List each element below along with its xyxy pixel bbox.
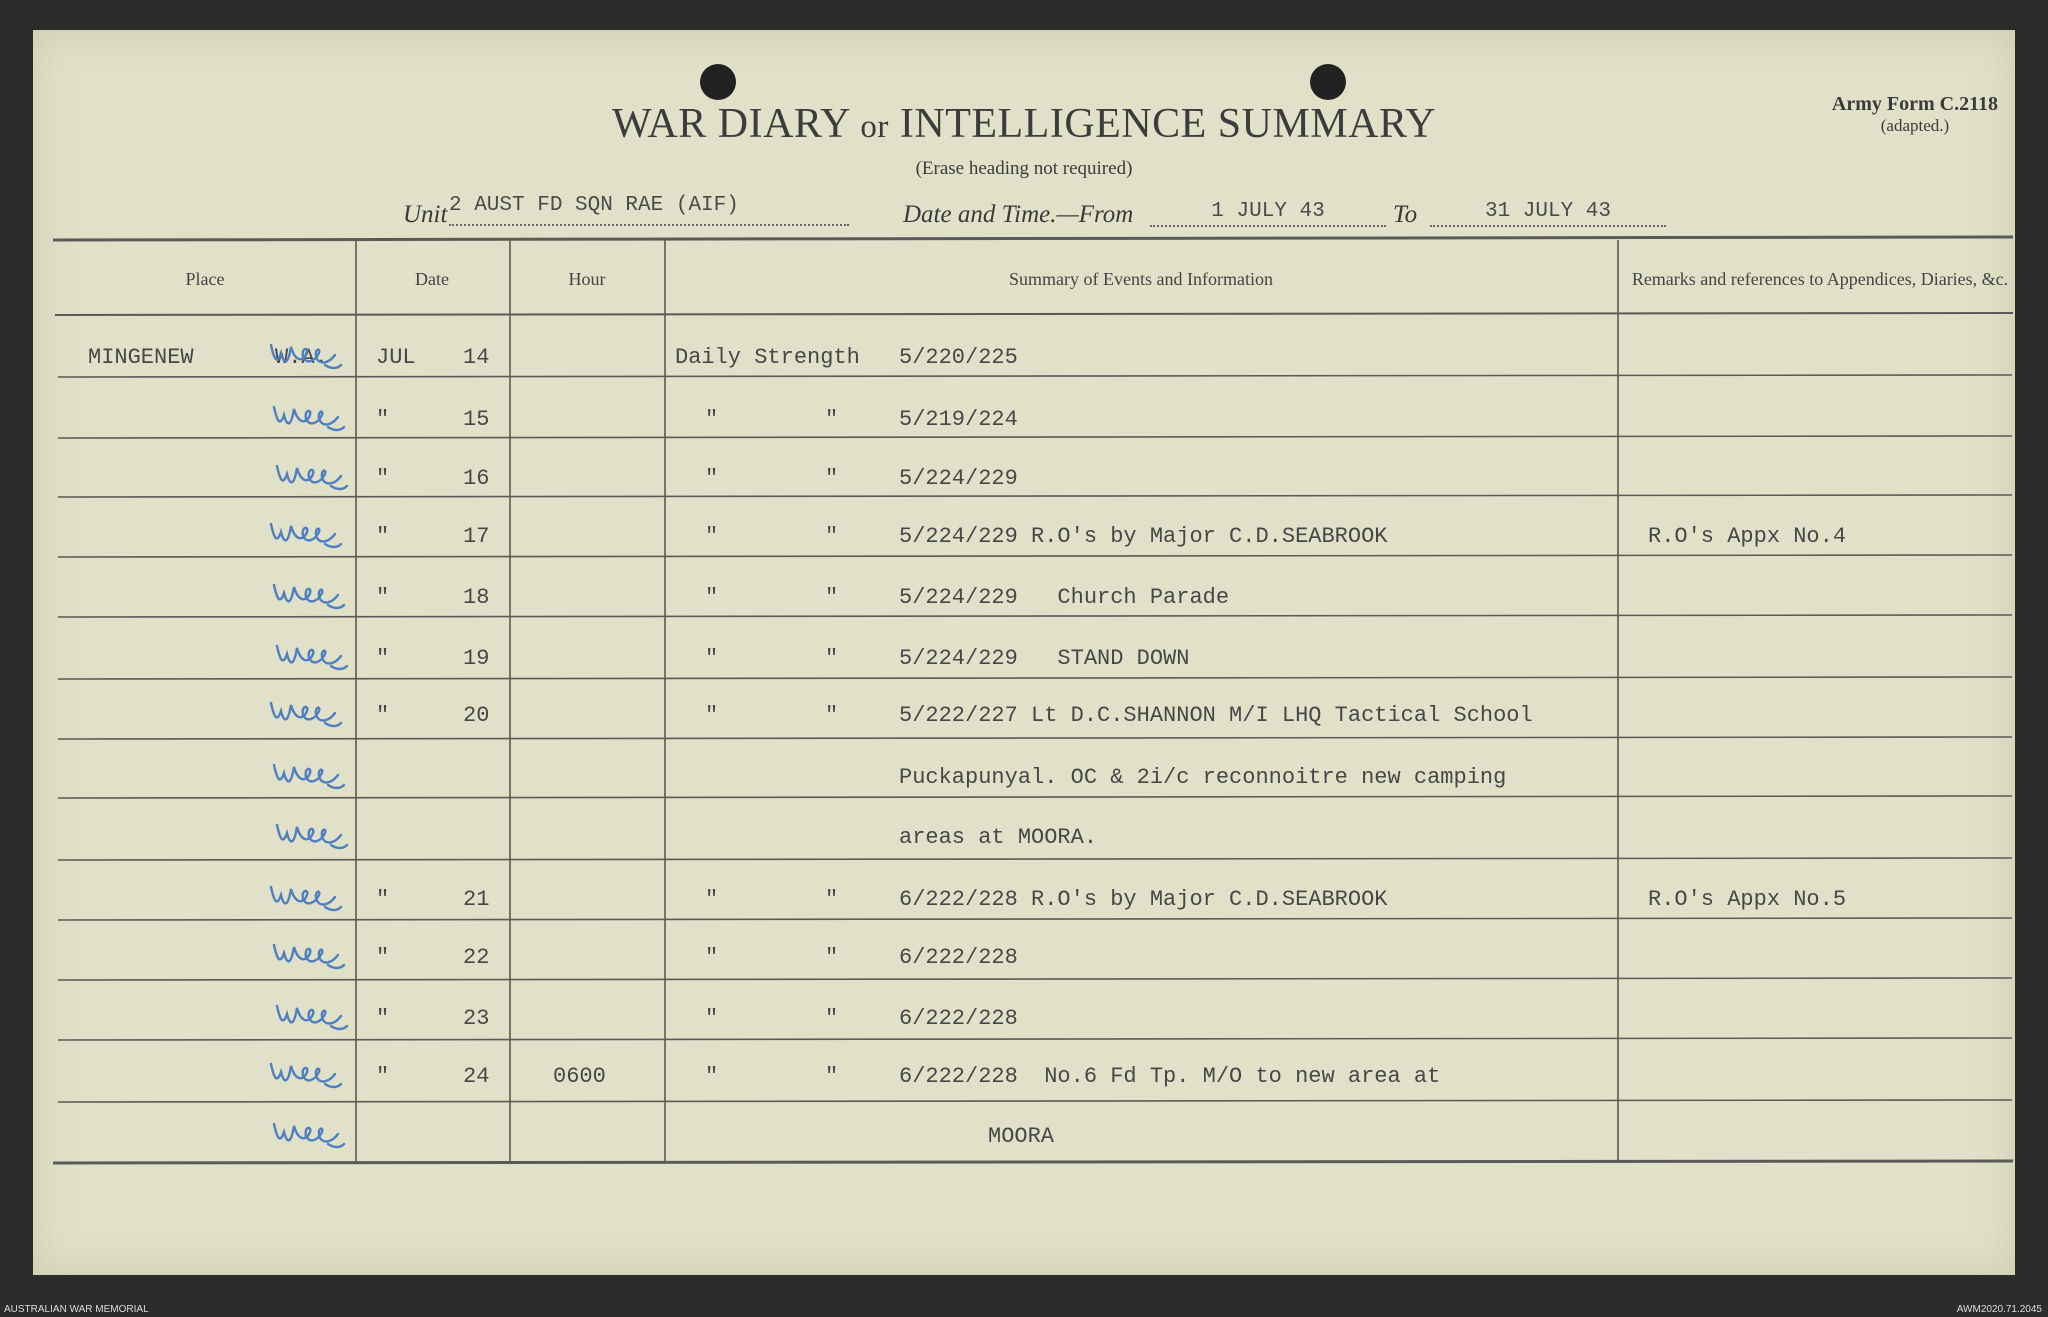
summary-info: Puckapunyal. OC & 2i/c reconnoitre new camping [899,765,1507,790]
date-month: " [376,703,390,728]
form-note: (adapted.) [1880,116,1950,135]
date-day: 23 [463,1006,490,1031]
summary-info: 5/222/227 Lt D.C.SHANNON M/I LHQ Tactical School [899,703,1533,728]
handwritten-initials [268,935,348,975]
ditto-mark: " [825,585,839,610]
summary-info: 5/224/229 STAND DOWN [899,646,1190,671]
form-number: Army Form C.2118 [1831,93,1998,115]
ditto-mark: " [825,466,839,491]
ditto-mark: " [825,407,839,432]
date-month: " [376,945,390,970]
ditto-mark: " [705,466,719,491]
table-bottom-border [53,1161,2013,1163]
date-day: 22 [463,945,490,970]
unit-label: Unit [403,201,448,228]
ditto-mark: " [825,524,839,549]
place-suffix: W.A. [275,345,328,370]
row-divider [58,436,2012,438]
row-divider [58,555,2012,557]
handwritten-initials [271,815,351,855]
summary-info: 6/222/228 R.O's by Major C.D.SEABROOK [899,887,1388,912]
date-month: " [376,1064,390,1089]
ditto-mark: " [705,524,719,549]
date-month: JUL [376,345,416,370]
date-month: " [376,1006,390,1031]
col-header-remarks: Remarks and references to Appendices, Diaries, &c. [1631,268,2009,289]
ditto-mark: " [825,646,839,671]
ditto-mark: " [705,646,719,671]
row-divider [58,796,2012,798]
col-header-hour: Hour [568,268,606,289]
date-day: 20 [463,703,490,728]
handwritten-initials [265,514,345,554]
unit-value: 2 AUST FD SQN RAE (AIF) [449,194,849,226]
title-or: or [860,109,889,145]
subtitle: (Erase heading not required) [915,158,1133,179]
ditto-mark: " [705,1064,719,1089]
row-divider [58,1038,2012,1040]
date-day: 21 [463,887,490,912]
ditto-mark: " [825,1064,839,1089]
summary-info: 6/222/228 [899,1006,1018,1031]
handwritten-initials [265,1054,345,1094]
row-divider [58,495,2012,497]
row-divider [58,677,2012,679]
remarks-cell: R.O's Appx No.5 [1648,887,1847,912]
ditto-mark: " [825,1006,839,1031]
date-month: " [376,585,390,610]
row-divider [58,978,2012,980]
handwritten-initials [268,755,348,795]
ditto-mark: " [705,945,719,970]
date-day: 24 [463,1064,490,1089]
place-cell: MINGENEW [88,345,194,370]
ditto-mark: " [705,887,719,912]
table-top-border [53,237,2013,240]
header-bottom-border [55,313,2013,315]
remarks-cell: R.O's Appx No.4 [1648,524,1847,549]
summary-info: 5/219/224 [899,407,1018,432]
ditto-mark: " [825,703,839,728]
handwritten-initials [265,877,345,917]
ditto-mark: " [705,1006,719,1031]
summary-info: 5/224/229 Church Parade [899,585,1230,610]
summary-info: 6/222/228 No.6 Fd Tp. M/O to new area at [899,1064,1441,1089]
from-date: 1 JULY 43 [1150,200,1386,227]
date-month: " [376,407,390,432]
handwritten-initials [271,456,351,496]
date-month: " [376,524,390,549]
handwritten-initials [265,335,345,375]
date-month: " [376,646,390,671]
footer-accession: AWM2020.71.2045 [1956,1304,2042,1315]
handwritten-initials [268,575,348,615]
col-header-place: Place [185,268,225,289]
to-date: 31 JULY 43 [1430,200,1666,227]
ditto-mark: " [825,945,839,970]
date-day: 16 [463,466,490,491]
summary-info: 5/224/229 [899,466,1018,491]
summary-label: Daily Strength [675,345,860,370]
date-month: " [376,466,390,491]
col-header-date: Date [415,268,449,289]
ditto-mark: " [825,887,839,912]
footer-credit: AUSTRALIAN WAR MEMORIAL [4,1304,149,1315]
handwritten-initials [265,693,345,733]
date-day: 19 [463,646,490,671]
row-divider [58,375,2012,377]
handwritten-initials [271,636,351,676]
row-divider [58,737,2012,739]
date-day: 14 [463,345,490,370]
ditto-mark: " [705,703,719,728]
summary-info: MOORA [988,1124,1055,1149]
date-day: 18 [463,585,490,610]
date-day: 15 [463,407,490,432]
ditto-mark: " [705,585,719,610]
summary-info: 5/220/225 [899,345,1018,370]
date-day: 17 [463,524,490,549]
title-intelligence-summary: INTELLIGENCE SUMMARY [899,101,1437,147]
date-time-label: Date and Time.—From [903,201,1134,228]
summary-info: 6/222/228 [899,945,1018,970]
row-divider [58,1100,2012,1102]
row-divider [58,858,2012,860]
summary-info: areas at MOORA. [899,825,1098,850]
handwritten-initials [268,397,348,437]
handwritten-initials [268,1114,348,1154]
row-divider [58,918,2012,920]
col-header-summary: Summary of Events and Information [1009,268,1273,289]
row-divider [58,615,2012,617]
hour-cell: 0600 [553,1064,606,1089]
date-month: " [376,887,390,912]
to-label: To [1393,201,1418,228]
summary-info: 5/224/229 R.O's by Major C.D.SEABROOK [899,524,1388,549]
ditto-mark: " [705,407,719,432]
handwritten-initials [271,996,351,1036]
title-war-diary: WAR DIARY [611,101,850,147]
